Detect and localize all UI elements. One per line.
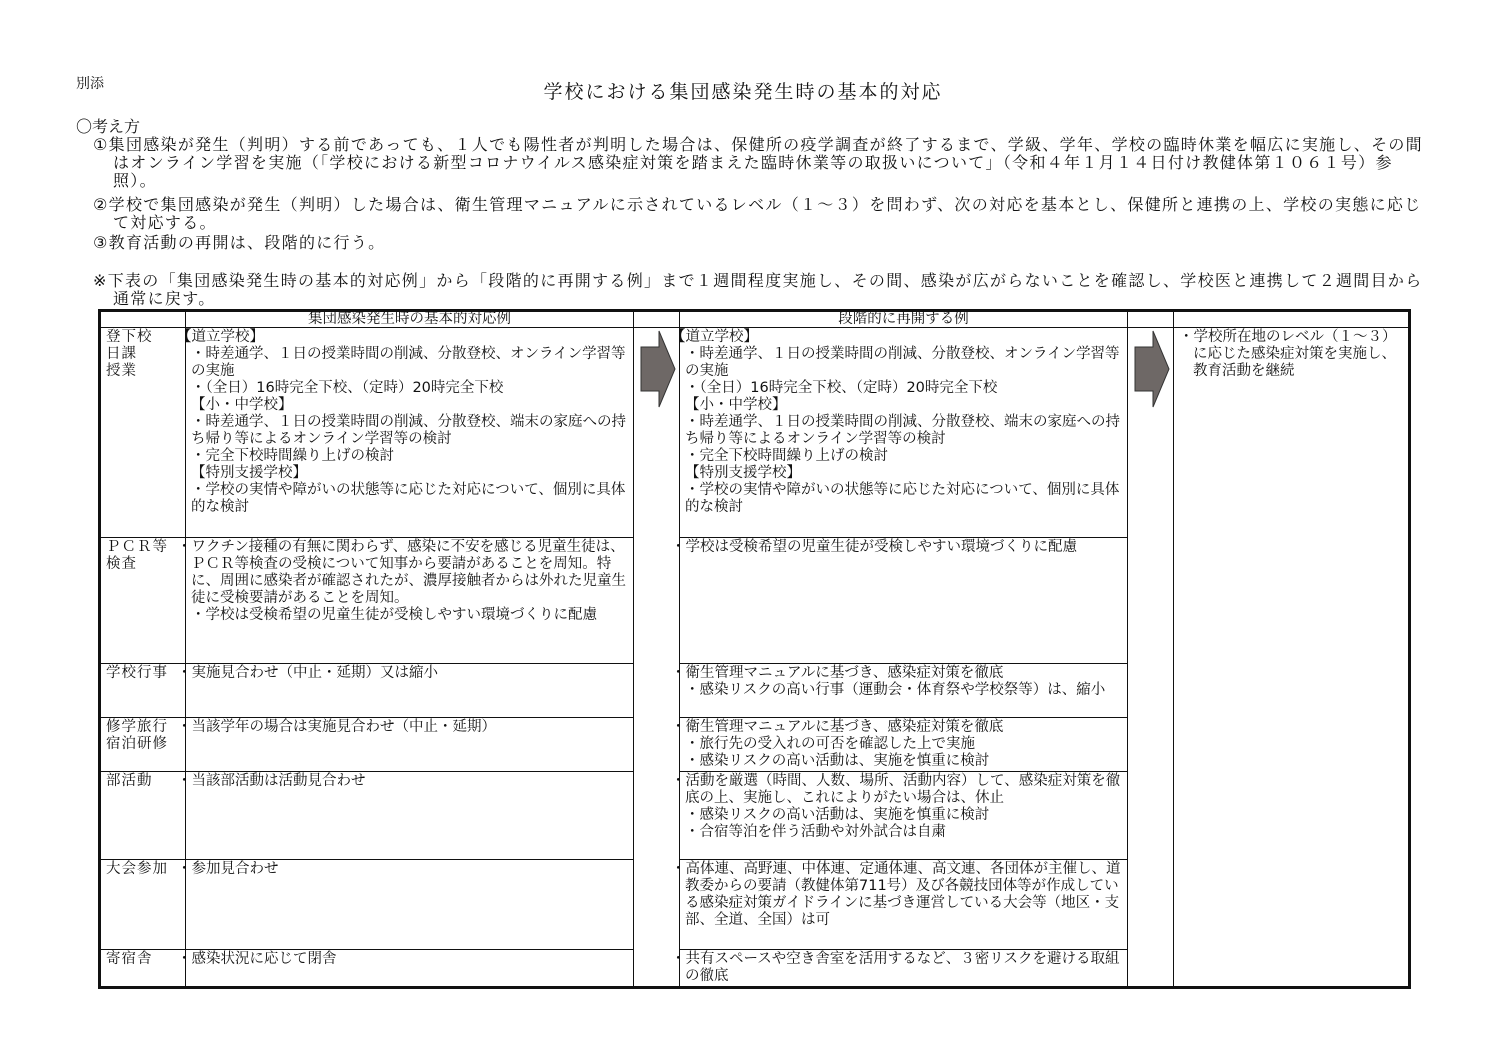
row-phased: ・学校は受検希望の児童生徒が受検しやすい環境づくりに配慮	[680, 538, 1128, 664]
right-arrow-icon	[1133, 329, 1171, 409]
annex-label: 別添	[76, 76, 104, 92]
row-basic: ・実施見合わせ（中止・延期）又は縮小	[186, 664, 634, 718]
row-phased: ・高体連、高野連、中体連、定通体連、高文連、各団体が主催し、道教委からの要請（教健体第711号）及び各競技団体等が作成している感染症対策ガイドラインに基づき運営している大会等（地区・支部、全道、全国）は可	[680, 860, 1128, 950]
page-title: 学校における集団感染発生時の基本的対応	[543, 81, 943, 103]
principle-item-3: ③教育活動の再開は、段階的に行う。	[93, 233, 386, 252]
final-step-cell	[1174, 328, 1410, 988]
row-category: 登下校 日課 授業	[100, 328, 186, 538]
row-basic: ・参加見合わせ	[186, 860, 634, 950]
final-step-text: ・学校所在地のレベル（１～３）に応じた感染症対策を実施し、教育活動を継続	[1179, 329, 1397, 379]
header-phased: 段階的に再開する例	[680, 311, 1128, 328]
arrow-cell-1	[634, 328, 680, 988]
table-header-row	[100, 311, 1410, 328]
header-arrow-blank-1	[634, 311, 680, 328]
row-category: 部活動	[100, 772, 186, 860]
principle-item-2: ②学校で集団感染が発生（判明）した場合は、衛生管理マニュアルに示されているレベル（１～３）を問わず、次の対応を基本とし、保健所と連携の上、学校の実態に応じて対応する。	[93, 195, 1422, 232]
row-basic: ・当該学年の場合は実施見合わせ（中止・延期）	[186, 718, 634, 772]
response-table	[98, 309, 1411, 989]
table-note: ※下表の「集団感染発生時の基本的対応例」から「段階的に再開する例」まで１週間程度実施し、その間、感染が広がらないことを確認し、学校医と連携して２週間目から通常に戻す。	[93, 271, 1423, 308]
header-category-blank	[100, 311, 186, 328]
principles-heading: 〇考え方	[76, 117, 141, 136]
header-final-blank	[1174, 311, 1410, 328]
row-basic: 【道立学校】 ・時差通学、１日の授業時間の削減、分散登校、オンライン学習等の実施 ・（全日）16時完全下校、（定時）20時完全下校 【小・中学校】 ・時差通学、１日の授業時間の削減、分散登校、端末の家庭への持ち帰り等によるオンライン学習等の検討 ・完全下校時間繰り上げの検討 【特別支援学校】 ・学校の実情や障がいの状態等に応じた対応について、個別に具体的な検討	[186, 328, 634, 538]
row-basic: ・感染状況に応じて閉舎	[186, 950, 634, 988]
row-basic: ・ワクチン接種の有無に関わらず、感染に不安を感じる児童生徒は、ＰＣＲ等検査の受検について知事から要請があることを周知。特に、周囲に感染者が確認されたが、濃厚接触者からは外れた児童生徒に受検要請があることを周知。 ・学校は受検希望の児童生徒が受検しやすい環境づくりに配慮	[186, 538, 634, 664]
row-category: 大会参加	[100, 860, 186, 950]
row-phased: ・活動を厳選（時間、人数、場所、活動内容）して、感染症対策を徹底の上、実施し、これによりがたい場合は、休止 ・感染リスクの高い活動は、実施を慎重に検討 ・合宿等泊を伴う活動や対外試合は自粛	[680, 772, 1128, 860]
header-arrow-blank-2	[1128, 311, 1174, 328]
row-phased: ・衛生管理マニュアルに基づき、感染症対策を徹底 ・旅行先の受入れの可否を確認した上で実施 ・感染リスクの高い活動は、実施を慎重に検討	[680, 718, 1128, 772]
header-basic: 集団感染発生時の基本的対応例	[186, 311, 634, 328]
row-category: 寄宿舎	[100, 950, 186, 988]
table-row	[100, 328, 1410, 538]
row-phased: ・衛生管理マニュアルに基づき、感染症対策を徹底 ・感染リスクの高い行事（運動会・体育祭や学校祭等）は、縮小	[680, 664, 1128, 718]
row-category: 学校行事	[100, 664, 186, 718]
row-category: ＰＣＲ等 検査	[100, 538, 186, 664]
row-basic: ・当該部活動は活動見合わせ	[186, 772, 634, 860]
row-phased: ・共有スペースや空き舎室を活用するなど、３密リスクを避ける取組の徹底	[680, 950, 1128, 988]
row-category: 修学旅行 宿泊研修	[100, 718, 186, 772]
arrow-cell-2	[1128, 328, 1174, 988]
row-phased: 【道立学校】 ・時差通学、１日の授業時間の削減、分散登校、オンライン学習等の実施 ・（全日）16時完全下校、（定時）20時完全下校 【小・中学校】 ・時差通学、１日の授業時間の削減、分散登校、端末の家庭への持ち帰り等によるオンライン学習等の検討 ・完全下校時間繰り上げの検討 【特別支援学校】 ・学校の実情や障がいの状態等に応じた対応について、個別に具体的な検討	[680, 328, 1128, 538]
principle-item-1: ①集団感染が発生（判明）する前であっても、１人でも陽性者が判明した場合は、保健所の疫学調査が終了するまで、学級、学年、学校の臨時休業を幅広に実施し、その間はオンライン学習を実施（「学校における新型コロナウイルス感染症対策を踏まえた臨時休業等の取扱いについて」（令和４年１月１４日付け教健体第１０６１号）参照）。	[93, 135, 1423, 190]
